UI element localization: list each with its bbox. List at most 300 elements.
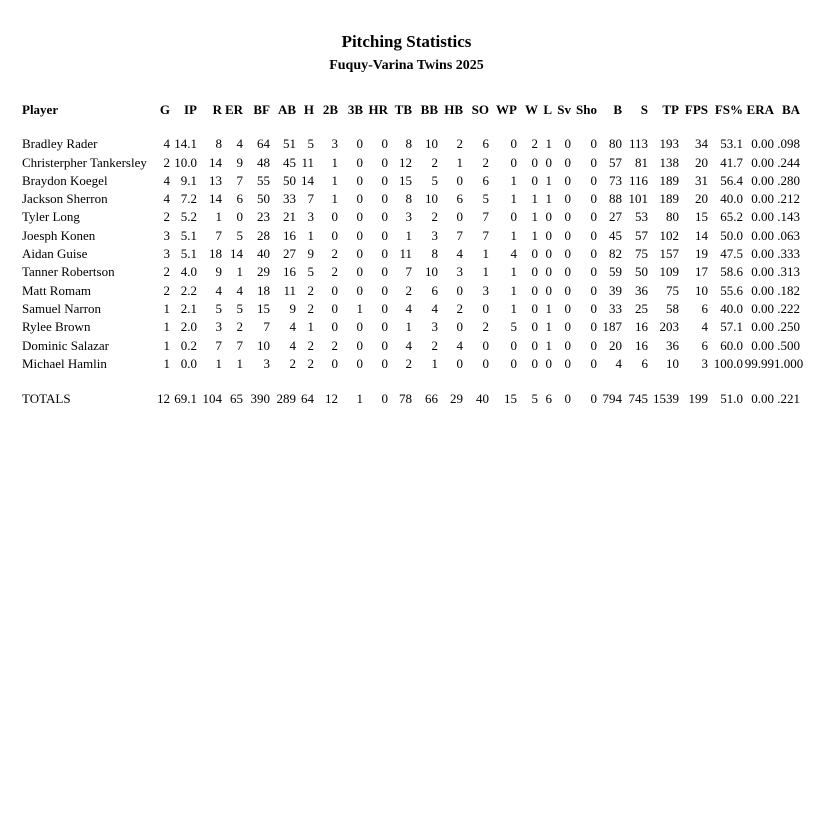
player-column-header: Player xyxy=(22,102,59,117)
stat-value: 5 xyxy=(215,300,222,316)
stat-value: 10 xyxy=(257,337,270,353)
stat-value: 187 xyxy=(602,319,622,335)
stat-value: 0 xyxy=(545,154,552,170)
stat-value: 3 xyxy=(331,136,338,152)
player-name: Joesph Konen xyxy=(22,227,96,243)
stat-value: 0 xyxy=(564,246,571,262)
stat-column-header: TP xyxy=(662,102,679,117)
stat-value: 0 xyxy=(456,355,463,371)
totals-value: 1539 xyxy=(653,391,679,407)
stat-value: 14 xyxy=(209,191,222,207)
stat-value: 57 xyxy=(635,227,648,243)
stat-value: 57.1 xyxy=(720,319,743,335)
totals-value: 51.0 xyxy=(720,391,743,407)
stat-value: 0 xyxy=(590,209,597,225)
stat-value: 73 xyxy=(609,172,622,188)
stat-value: 0 xyxy=(531,355,538,371)
stat-value: 0 xyxy=(590,136,597,152)
stat-value: 0 xyxy=(482,355,489,371)
stat-value: 11 xyxy=(301,154,314,170)
stat-value: 5.1 xyxy=(180,246,197,262)
stat-value: 3 xyxy=(307,209,314,225)
stat-value: 193 xyxy=(659,136,679,152)
stat-value: 0 xyxy=(564,172,571,188)
stat-value: 80 xyxy=(609,136,622,152)
stat-value: 100.0 xyxy=(713,355,743,371)
stat-value: 20 xyxy=(695,191,708,207)
stat-value: 0 xyxy=(381,337,388,353)
stat-value: 1 xyxy=(331,172,338,188)
stat-value: 0 xyxy=(381,282,388,298)
stat-value: 47.5 xyxy=(720,246,743,262)
stat-value: 0 xyxy=(381,227,388,243)
stat-value: 8 xyxy=(431,246,438,262)
stat-value: 15 xyxy=(399,172,412,188)
stat-value: 4 xyxy=(701,319,708,335)
team-season-subtitle: Fuquy-Varina Twins 2025 xyxy=(329,58,484,73)
stat-value: 189 xyxy=(659,172,679,188)
stat-value: 56.4 xyxy=(720,172,743,188)
stat-value: 0 xyxy=(356,172,363,188)
player-row xyxy=(22,245,800,263)
stat-value: 0 xyxy=(331,209,338,225)
totals-row xyxy=(22,373,800,408)
stat-value: 15 xyxy=(257,300,270,316)
stat-value: .098 xyxy=(777,136,800,152)
stat-value: 75 xyxy=(666,282,679,298)
stat-value: 40.0 xyxy=(720,300,743,316)
stat-column-header: WP xyxy=(496,102,517,117)
stat-value: 0 xyxy=(381,191,388,207)
stat-value: 2 xyxy=(307,282,314,298)
stat-column-header: SO xyxy=(471,102,489,117)
stat-value: 17 xyxy=(695,264,708,280)
stat-value: 4 xyxy=(163,191,170,207)
stat-value: 0.00 xyxy=(751,191,774,207)
stat-value: 0 xyxy=(590,337,597,353)
stat-value: 75 xyxy=(635,246,648,262)
stat-value: 33 xyxy=(609,300,622,316)
stat-value: 53 xyxy=(635,209,648,225)
stat-value: 36 xyxy=(666,337,679,353)
stat-column-header: HB xyxy=(444,102,463,117)
stat-value: 0 xyxy=(590,172,597,188)
stat-value: 3 xyxy=(431,227,438,243)
stat-value: 1 xyxy=(163,355,170,371)
stat-value: 0 xyxy=(531,300,538,316)
stat-value: 18 xyxy=(209,246,222,262)
player-name: Aidan Guise xyxy=(22,246,88,262)
stat-value: 0 xyxy=(564,282,571,298)
stat-value: 1 xyxy=(307,227,314,243)
stat-value: 2 xyxy=(307,300,314,316)
stat-value: 2 xyxy=(405,282,412,298)
stat-value: 1 xyxy=(456,154,463,170)
stat-value: 29 xyxy=(257,264,270,280)
stat-value: 5 xyxy=(510,319,517,335)
stat-value: 0 xyxy=(356,319,363,335)
stat-value: 5 xyxy=(236,300,243,316)
stat-value: 0 xyxy=(456,319,463,335)
stat-value: 0 xyxy=(381,136,388,152)
stat-value: 27 xyxy=(609,209,622,225)
stat-value: 48 xyxy=(257,154,270,170)
stat-value: 0 xyxy=(482,337,489,353)
stat-value: 0 xyxy=(564,136,571,152)
stat-value: 0 xyxy=(564,264,571,280)
stat-value: .212 xyxy=(777,191,800,207)
stat-value: 2 xyxy=(331,264,338,280)
stat-value: 5 xyxy=(236,227,243,243)
stat-value: 8 xyxy=(405,191,412,207)
stat-value: 2.2 xyxy=(180,282,197,298)
stat-value: 4 xyxy=(431,300,438,316)
player-name: Dominic Salazar xyxy=(22,337,109,353)
totals-value: 5 xyxy=(531,391,538,407)
stat-value: 1 xyxy=(510,191,517,207)
stat-value: 50 xyxy=(257,191,270,207)
stat-column-header: ERA xyxy=(746,102,774,117)
stat-value: 7 xyxy=(236,337,243,353)
table-header xyxy=(22,101,800,135)
stat-value: 7 xyxy=(405,264,412,280)
totals-value: 78 xyxy=(399,391,412,407)
stat-value: 1 xyxy=(545,300,552,316)
stat-value: 138 xyxy=(659,154,679,170)
stat-value: 1 xyxy=(163,337,170,353)
stat-value: 0 xyxy=(356,355,363,371)
stat-column-header: HR xyxy=(368,102,388,117)
stat-value: 0 xyxy=(356,227,363,243)
stat-value: 27 xyxy=(283,246,296,262)
stat-value: 1 xyxy=(163,300,170,316)
stat-value: 21 xyxy=(283,209,296,225)
stat-value: 99.99 xyxy=(744,355,774,371)
stat-value: 0 xyxy=(564,227,571,243)
stat-value: 18 xyxy=(257,282,270,298)
stat-value: 82 xyxy=(609,246,622,262)
stat-value: 3 xyxy=(482,282,489,298)
stat-value: 1 xyxy=(531,191,538,207)
stat-value: 10 xyxy=(425,191,438,207)
stat-value: 4 xyxy=(456,337,463,353)
stat-value: 0 xyxy=(590,319,597,335)
stat-value: 0 xyxy=(381,264,388,280)
stat-column-header: Sv xyxy=(557,102,571,117)
player-row xyxy=(22,135,800,153)
stat-value: 1 xyxy=(356,300,363,316)
stat-value: 0 xyxy=(590,154,597,170)
stat-value: 5 xyxy=(482,191,489,207)
stat-value: 0 xyxy=(590,227,597,243)
stat-value: 1 xyxy=(545,136,552,152)
stat-value: 2 xyxy=(307,337,314,353)
stat-column-header: FPS xyxy=(684,102,708,117)
stat-value: 0.0 xyxy=(180,355,197,371)
stat-value: 25 xyxy=(635,300,648,316)
stat-value: 2 xyxy=(431,209,438,225)
stat-value: 45 xyxy=(283,154,296,170)
stat-column-header: BB xyxy=(420,102,438,117)
stat-value: 31 xyxy=(695,172,708,188)
player-name: Matt Romam xyxy=(22,282,91,298)
stat-value: 3 xyxy=(163,227,170,243)
stat-value: 33 xyxy=(283,191,296,207)
stat-value: 6 xyxy=(701,300,708,316)
stat-value: 53.1 xyxy=(720,136,743,152)
stat-value: 40 xyxy=(257,246,270,262)
stat-value: 0 xyxy=(564,355,571,371)
totals-value: 199 xyxy=(688,391,708,407)
stat-column-header: FS% xyxy=(714,102,743,117)
stat-value: .280 xyxy=(777,172,800,188)
stat-value: 0 xyxy=(356,154,363,170)
stat-value: 113 xyxy=(628,136,648,152)
stat-column-header: H xyxy=(303,102,314,117)
totals-value: 65 xyxy=(230,391,243,407)
stat-column-header: 2B xyxy=(322,102,338,117)
totals-value: 40 xyxy=(476,391,489,407)
stat-value: 6 xyxy=(701,337,708,353)
stat-value: .222 xyxy=(777,300,800,316)
stat-column-header: BF xyxy=(253,102,270,117)
stat-value: 0 xyxy=(531,264,538,280)
stat-value: 2 xyxy=(531,136,538,152)
stat-value: 0 xyxy=(381,246,388,262)
stat-value: 20 xyxy=(695,154,708,170)
stat-value: 0.00 xyxy=(751,300,774,316)
stat-value: 16 xyxy=(635,337,648,353)
stat-value: 2 xyxy=(163,282,170,298)
stat-value: 0.00 xyxy=(751,337,774,353)
stat-value: 2.1 xyxy=(180,300,197,316)
stat-value: 2 xyxy=(331,246,338,262)
stat-value: 2 xyxy=(236,319,243,335)
stat-value: 0 xyxy=(531,154,538,170)
stat-value: 0 xyxy=(381,209,388,225)
stat-column-header: Sho xyxy=(576,102,597,117)
stat-value: 6 xyxy=(236,191,243,207)
stat-value: 0.00 xyxy=(751,282,774,298)
stat-value: 0 xyxy=(356,282,363,298)
stat-value: 1 xyxy=(215,209,222,225)
stat-value: .182 xyxy=(777,282,800,298)
stat-value: 1 xyxy=(482,246,489,262)
totals-value: 0 xyxy=(381,391,388,407)
stat-value: 0 xyxy=(564,337,571,353)
stat-value: 13 xyxy=(209,172,222,188)
player-row xyxy=(22,190,800,208)
stat-value: 1 xyxy=(307,319,314,335)
stat-value: 4 xyxy=(456,246,463,262)
stat-value: 4 xyxy=(163,136,170,152)
stat-value: 0.00 xyxy=(751,264,774,280)
player-row xyxy=(22,300,800,318)
stat-value: 0 xyxy=(590,355,597,371)
player-row xyxy=(22,208,800,226)
stat-value: 7 xyxy=(215,227,222,243)
totals-value: 15 xyxy=(504,391,517,407)
totals-value: 69.1 xyxy=(174,391,197,407)
stat-value: 0 xyxy=(356,337,363,353)
player-name: Braydon Koegel xyxy=(22,172,108,188)
stat-value: 0 xyxy=(564,300,571,316)
player-name: Christerpher Tankersley xyxy=(22,154,147,170)
stat-value: 41.7 xyxy=(720,154,743,170)
stat-value: 0 xyxy=(381,154,388,170)
player-name: Rylee Brown xyxy=(22,319,91,335)
stat-value: 7 xyxy=(456,227,463,243)
stat-value: 0 xyxy=(356,136,363,152)
stat-value: 0 xyxy=(545,246,552,262)
stat-value: 9.1 xyxy=(180,172,197,188)
stat-value: 0 xyxy=(590,246,597,262)
stat-value: 6 xyxy=(482,136,489,152)
stat-value: 0 xyxy=(456,172,463,188)
stat-value: 4 xyxy=(405,337,412,353)
stat-value: 0 xyxy=(510,337,517,353)
stat-value: 11 xyxy=(283,282,296,298)
stat-value: 0 xyxy=(381,319,388,335)
totals-value: 104 xyxy=(202,391,222,407)
stat-value: 0 xyxy=(531,319,538,335)
stat-value: 16 xyxy=(283,264,296,280)
stat-column-header: W xyxy=(525,102,538,117)
stat-value: .333 xyxy=(777,246,800,262)
stat-value: 81 xyxy=(635,154,648,170)
stat-value: 7.2 xyxy=(180,191,197,207)
player-name: Tanner Robertson xyxy=(22,264,115,280)
player-row xyxy=(22,172,800,190)
stat-value: 3 xyxy=(215,319,222,335)
stat-value: 11 xyxy=(399,246,412,262)
stat-value: 14 xyxy=(301,172,314,188)
stat-value: 40.0 xyxy=(720,191,743,207)
stat-value: 6 xyxy=(431,282,438,298)
stat-value: 0 xyxy=(381,355,388,371)
stat-value: 0 xyxy=(531,246,538,262)
stat-value: 80 xyxy=(666,209,679,225)
stat-value: .250 xyxy=(777,319,800,335)
stat-value: 2 xyxy=(289,355,296,371)
stat-value: 1 xyxy=(545,337,552,353)
stat-value: 0 xyxy=(356,191,363,207)
stat-value: 1 xyxy=(405,227,412,243)
stat-value: 1 xyxy=(545,191,552,207)
totals-value: 12 xyxy=(325,391,338,407)
stat-value: 109 xyxy=(659,264,679,280)
totals-value: 12 xyxy=(157,391,170,407)
player-row xyxy=(22,263,800,281)
stat-value: 6 xyxy=(482,172,489,188)
stat-value: 7 xyxy=(263,319,270,335)
stat-value: 2 xyxy=(431,154,438,170)
player-row xyxy=(22,337,800,355)
stat-value: 58.6 xyxy=(720,264,743,280)
pitching-stats-table xyxy=(22,101,804,408)
stat-value: 2 xyxy=(456,300,463,316)
stat-value: 34 xyxy=(695,136,708,152)
stat-value: 0 xyxy=(356,209,363,225)
stat-value: 55.6 xyxy=(720,282,743,298)
page-title: Pitching Statistics xyxy=(341,32,472,51)
totals-value: 0 xyxy=(590,391,597,407)
stat-value: .143 xyxy=(777,209,800,225)
stat-value: 0 xyxy=(590,300,597,316)
totals-value: 0 xyxy=(564,391,571,407)
stat-value: 2 xyxy=(331,337,338,353)
stat-value: 50.0 xyxy=(720,227,743,243)
stat-column-header: B xyxy=(613,102,622,117)
stat-value: 0 xyxy=(356,246,363,262)
totals-value: 745 xyxy=(628,391,648,407)
stat-value: 3 xyxy=(405,209,412,225)
stat-value: 3 xyxy=(456,264,463,280)
stat-value: 9 xyxy=(236,154,243,170)
stat-value: 1 xyxy=(510,264,517,280)
stat-value: 0 xyxy=(545,264,552,280)
stat-value: 0 xyxy=(331,319,338,335)
stat-value: 59 xyxy=(609,264,622,280)
stat-value: 189 xyxy=(659,191,679,207)
stat-value: 4 xyxy=(236,136,243,152)
stat-value: 65.2 xyxy=(720,209,743,225)
stat-value: 60.0 xyxy=(720,337,743,353)
stat-value: 0 xyxy=(356,264,363,280)
stat-value: .500 xyxy=(777,337,800,353)
stat-value: 0.00 xyxy=(751,172,774,188)
stat-value: .244 xyxy=(777,154,800,170)
stat-value: 4 xyxy=(236,282,243,298)
stat-value: 0 xyxy=(590,282,597,298)
stat-column-header: IP xyxy=(184,102,197,117)
stat-value: 1 xyxy=(531,227,538,243)
stat-value: 0 xyxy=(545,282,552,298)
stat-value: 4.0 xyxy=(180,264,197,280)
stat-value: 4 xyxy=(215,282,222,298)
stat-value: 2 xyxy=(482,154,489,170)
stat-value: 28 xyxy=(257,227,270,243)
stat-value: 0 xyxy=(531,172,538,188)
stat-value: 1 xyxy=(405,319,412,335)
stat-value: 0 xyxy=(482,300,489,316)
stat-value: 0 xyxy=(531,337,538,353)
stat-value: 0 xyxy=(381,300,388,316)
stat-value: 8 xyxy=(405,136,412,152)
stat-value: 2 xyxy=(431,337,438,353)
totals-value: 289 xyxy=(276,391,296,407)
stat-value: 4 xyxy=(615,355,622,371)
stat-value: 3 xyxy=(431,319,438,335)
stat-value: 0 xyxy=(590,191,597,207)
stat-value: 0 xyxy=(590,264,597,280)
stat-value: 7 xyxy=(482,209,489,225)
stat-value: 4 xyxy=(405,300,412,316)
stat-value: .313 xyxy=(777,264,800,280)
stat-value: 1 xyxy=(236,264,243,280)
stat-value: 3 xyxy=(263,355,270,371)
stat-value: 1 xyxy=(510,172,517,188)
stat-value: 6 xyxy=(456,191,463,207)
stat-value: 5.1 xyxy=(180,227,197,243)
player-row xyxy=(22,154,800,172)
stat-value: 3 xyxy=(163,246,170,262)
stat-value: 1 xyxy=(510,300,517,316)
table-footer xyxy=(22,373,800,408)
stat-value: 58 xyxy=(666,300,679,316)
stat-value: 36 xyxy=(635,282,648,298)
stat-value: 4 xyxy=(289,319,296,335)
